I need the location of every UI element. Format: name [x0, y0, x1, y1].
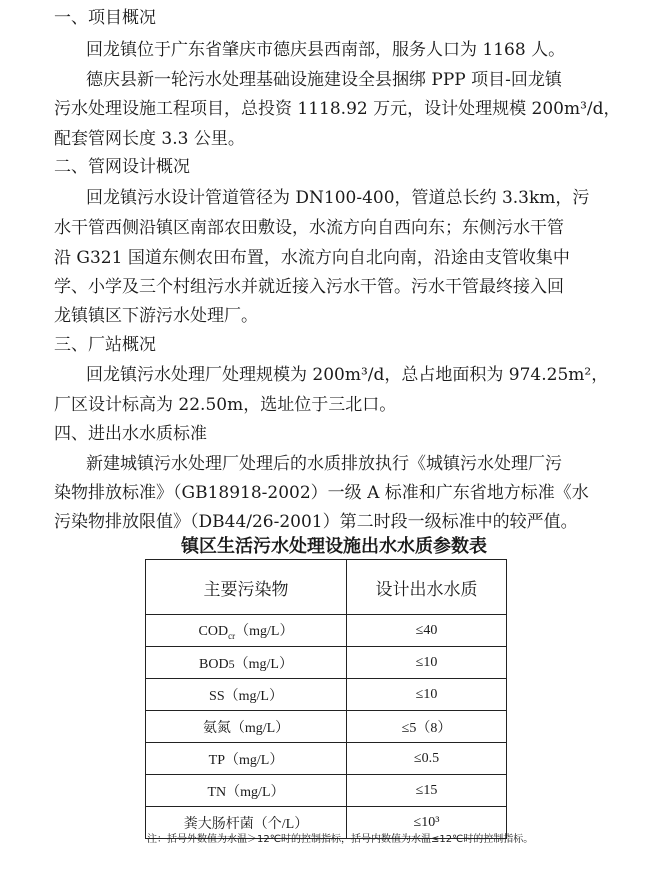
pollutant-subscript: cr	[228, 630, 236, 641]
section-heading: 三、厂站概况	[54, 335, 156, 355]
paragraph-line: 水干管西侧沿镇区南部农田敷设，水流方向自西向东；东侧污水干管	[54, 218, 564, 238]
paragraph-line: 学、小学及三个村组污水并就近接入污水干管。污水干管最终接入回	[54, 277, 564, 297]
value-cell: ≤10	[347, 679, 507, 711]
paragraph-line: 回龙镇污水设计管道管径为 DN100-400，管道总长约 3.3km，污	[86, 188, 590, 208]
value-cell: ≤0.5	[347, 743, 507, 775]
pollutant-unit: （mg/L）	[234, 656, 293, 672]
value-cell: ≤40	[347, 615, 507, 647]
value-cell: ≤15	[347, 775, 507, 807]
value-cell: ≤10	[347, 647, 507, 679]
paragraph-line: 厂区设计标高为 22.50m，选址位于三北口。	[54, 395, 397, 415]
paragraph-line: 沿 G321 国道东侧农田布置，水流方向自北向南，沿途由支管收集中	[54, 248, 570, 268]
table-header-row	[146, 560, 507, 615]
table-row	[146, 647, 507, 679]
pollutant-cell: TP（mg/L）	[146, 743, 347, 775]
paragraph-line: 回龙镇污水处理厂处理规模为 200m³/d，总占地面积为 974.25m²，	[86, 365, 609, 385]
pollutant-unit: （mg/L）	[235, 624, 294, 640]
pollutant-name: BOD	[199, 656, 229, 672]
paragraph-line: 德庆县新一轮污水处理基础设施建设全县捆绑 PPP 项目-回龙镇	[86, 70, 562, 90]
value-cell: ≤10³	[347, 807, 507, 839]
header-pollutant: 主要污染物	[146, 560, 347, 615]
pollutant-subscript: 5	[228, 656, 235, 671]
paragraph-line: 配套管网长度 3.3 公里。	[54, 129, 245, 149]
pollutant-cell: 粪大肠杆菌（个/L）	[146, 807, 347, 839]
pollutant-cell	[146, 647, 347, 679]
table-title: 镇区生活污水处理设施出水水质参数表	[181, 536, 487, 557]
paragraph-line: 污水处理设施工程项目，总投资 1118.92 万元，设计处理规模 200m³/d，	[54, 99, 621, 119]
header-effluent-quality: 设计出水水质	[347, 560, 507, 615]
pollutant-name: COD	[198, 624, 229, 640]
table-note: 注：括号外数值为水温＞12℃时的控制指标，括号内数值为水温≤12℃时的控制指标。	[147, 834, 534, 845]
table-row	[146, 679, 507, 711]
paragraph-line: 回龙镇位于广东省肇庆市德庆县西南部，服务人口为 1168 人。	[86, 40, 566, 60]
pollutant-cell: 氨氮（mg/L）	[146, 711, 347, 743]
section-heading: 四、进出水水质标准	[54, 424, 207, 444]
table-row	[146, 711, 507, 743]
pollutant-cell: TN（mg/L）	[146, 775, 347, 807]
table-row	[146, 615, 507, 647]
table-row	[146, 743, 507, 775]
paragraph-line: 污染物排放限值》（DB44/26-2001）第二时段一级标准中的较严值。	[54, 512, 578, 532]
value-cell: ≤5（8）	[347, 711, 507, 743]
section-heading: 二、管网设计概况	[54, 157, 190, 177]
section-heading: 一、项目概况	[54, 8, 156, 28]
pollutant-cell	[146, 615, 347, 647]
table-row	[146, 775, 507, 807]
paragraph-line: 染物排放标准》（GB18918-2002）一级 A 标准和广东省地方标准《水	[54, 483, 589, 503]
water-quality-table	[145, 559, 507, 839]
paragraph-line: 龙镇镇区下游污水处理厂。	[54, 306, 258, 326]
paragraph-line: 新建城镇污水处理厂处理后的水质排放执行《城镇污水处理厂污	[86, 454, 562, 474]
pollutant-cell: SS（mg/L）	[146, 679, 347, 711]
